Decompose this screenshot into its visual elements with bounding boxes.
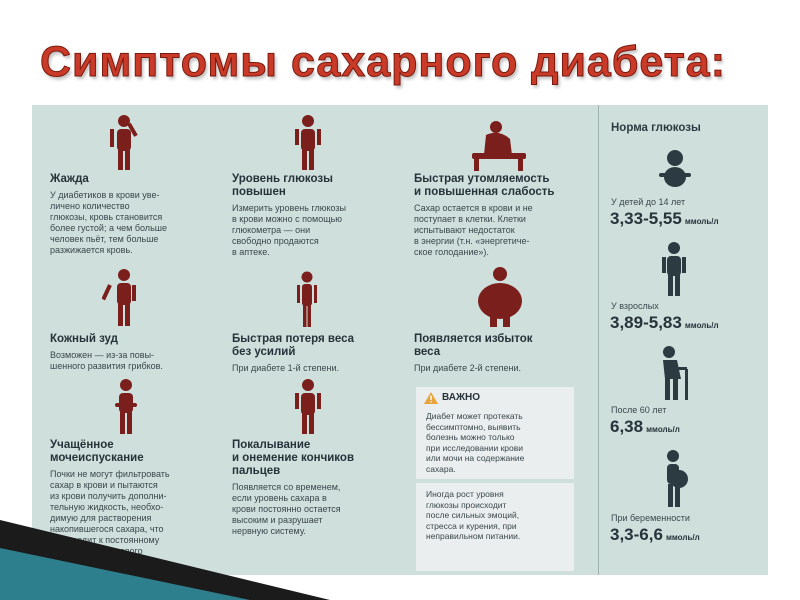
baby-icon	[655, 149, 695, 191]
glucose-check-person-icon	[288, 113, 328, 173]
itching-person-icon	[102, 267, 146, 329]
symptom-heading: Уровень глюкозы повышен	[232, 173, 333, 198]
symptom-heading: Жажда	[50, 173, 89, 185]
pregnant-icon	[659, 449, 693, 509]
warning-text: Диабет может протекать бессимптомно, выявить болезнь можно только при исследовании крови или мочи на содержание сахара.	[426, 411, 525, 474]
symptom-thirst	[50, 173, 220, 256]
symptom-heading: Появляется избыток веса	[414, 333, 533, 358]
symptom-text: При диабете 2-й степени.	[414, 363, 522, 373]
norm-value: 3,89-5,83 ммоль/л	[610, 313, 719, 332]
symptom-itching	[50, 333, 220, 372]
norm-label: После 60 лет	[611, 405, 667, 415]
glucose-norms-panel	[598, 105, 769, 575]
norm-label: У взрослых	[611, 301, 659, 311]
warning-label: ВАЖНО	[442, 392, 480, 403]
adult-icon	[661, 241, 687, 297]
infographic-poster	[32, 105, 768, 575]
symptom-heading: Учащённое мочеиспускание	[50, 439, 144, 464]
symptom-text: При диабете 1-й степени.	[232, 363, 340, 373]
symptom-heading: Кожный зуд	[50, 333, 118, 345]
warning-icon	[424, 392, 438, 404]
symptom-fatigue	[414, 173, 594, 258]
norm-label: У детей до 14 лет	[611, 197, 686, 207]
corner-decoration-teal	[0, 548, 250, 600]
thin-person-icon	[292, 269, 322, 329]
warning-box	[416, 387, 574, 479]
symptom-heading: Покалывание и онемение кончиков пальцев	[232, 439, 355, 477]
overweight-person-icon	[468, 265, 532, 329]
symptom-text: Сахар остается в крови и не поступает в клетки. Клетки испытывают недостаток в энергии (т.н. «энергетиче- ское голодание»).	[414, 203, 533, 257]
slide-title: Симптомы сахарного диабета:	[40, 38, 727, 86]
symptom-glucose	[232, 173, 402, 258]
symptom-text: У диабетиков в крови уве- личено количество глюкозы, кровь становится более густой; а чем больше человек пьёт, тем больше разжижается кровь.	[50, 190, 167, 255]
norm-label: При беременности	[611, 513, 690, 523]
symptom-text: Появляется со временем, если уровень сахара в крови постоянно остается высоким и разрушает нервную систему.	[232, 482, 341, 536]
note-box	[416, 483, 574, 571]
norm-value: 3,33-5,55 ммоль/л	[610, 209, 719, 228]
norm-value: 3,3-6,6 ммоль/л	[610, 525, 700, 544]
note-text: Иногда рост уровня глюкозы происходит после сильных эмоций, стресса и курения, при неправильном питании.	[426, 489, 521, 541]
symptom-heading: Быстрая потеря веса без усилий	[232, 333, 355, 358]
tired-person-icon	[468, 117, 530, 173]
elderly-icon	[655, 345, 697, 401]
urination-person-icon	[106, 377, 146, 437]
numb-fingers-person-icon	[288, 377, 328, 437]
symptom-text: Возможен — из-за повы- шенного развития грибков.	[50, 350, 163, 371]
symptom-text: Измерить уровень глюкозы в крови можно с помощью глюкометра — они свободно продаются в аптеке.	[232, 203, 347, 257]
drinking-person-icon	[102, 113, 146, 173]
symptom-weight-loss	[232, 333, 402, 374]
norms-title: Норма глюкозы	[611, 122, 701, 134]
norm-value: 6,38 ммоль/л	[610, 417, 680, 436]
symptom-heading: Быстрая утомляемость и повышенная слабость	[414, 173, 555, 198]
symptom-text: Почки не могут фильтровать сахар в крови и пытаются из крови получить дополни- тельную жидкость, необхо- димую для растворения накопившегося сахара, что и приводит к постоянному наполнению мочевого пузыря.	[50, 469, 170, 567]
symptom-weight-gain	[414, 333, 594, 374]
